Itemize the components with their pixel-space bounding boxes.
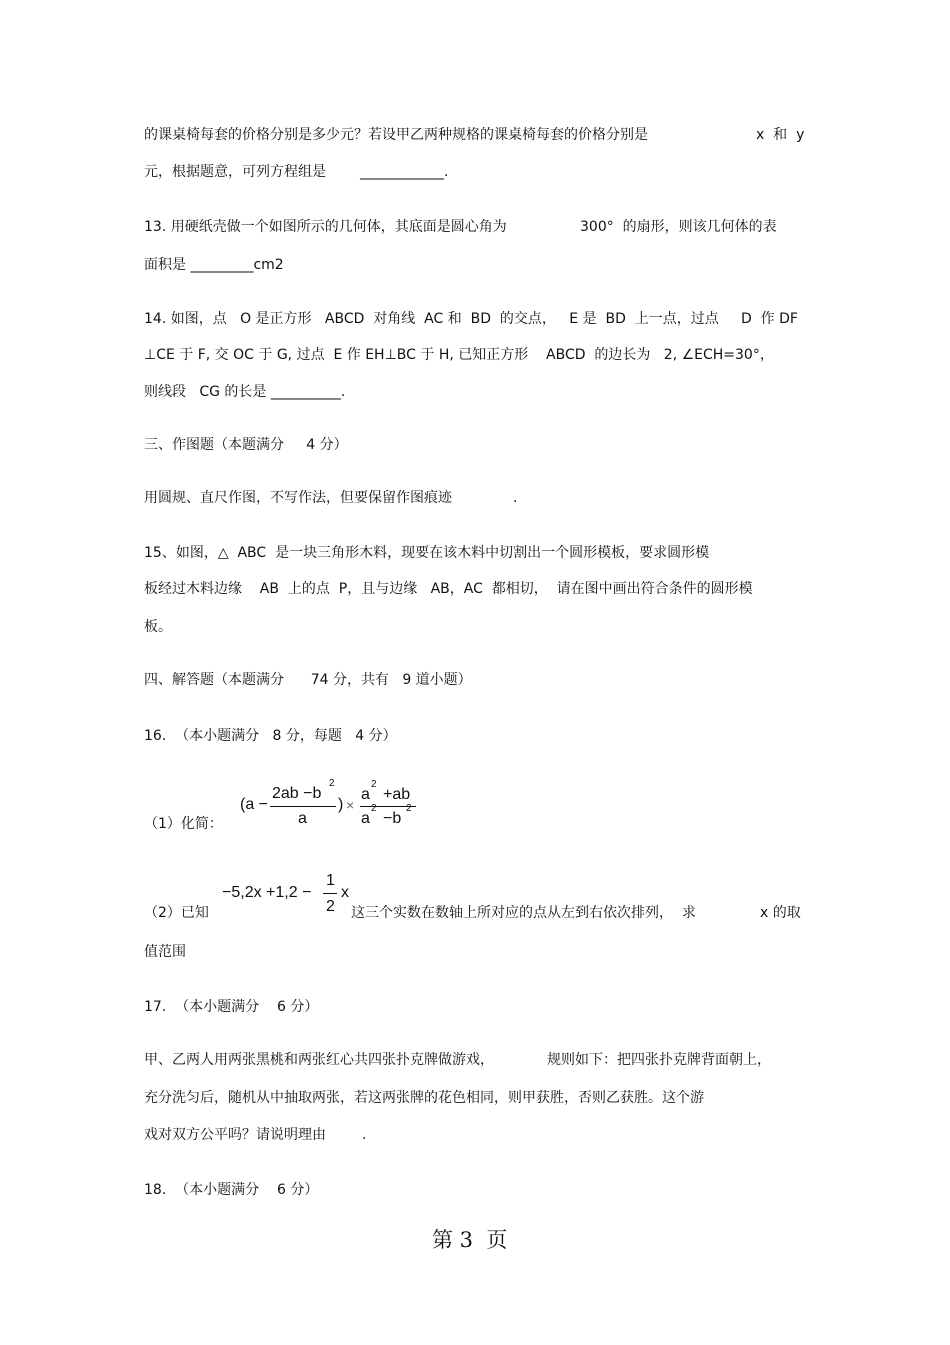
times-symbol: × xyxy=(346,797,355,813)
text-line: 用圆规、直尺作图，不写作法，但要保留作图痕迹 xyxy=(144,490,452,506)
fraction-bar xyxy=(270,806,336,807)
formula-numerator: +ab xyxy=(383,786,411,803)
formula-denominator: −b xyxy=(383,810,402,827)
question-18: 18. （本小题满分 6 分） xyxy=(144,1182,319,1198)
text-line: ____________. xyxy=(360,164,449,180)
text-line: 板经过木料边缘 AB 上的点 P，且与边缘 AB，AC 都相切， 请在图中画出符合条件的圆形模 xyxy=(144,581,753,597)
text-line: 的课桌椅每套的价格分别是多少元？若设甲乙两种规格的课桌椅每套的价格分别是 xyxy=(144,127,648,143)
text-line: 甲、乙两人用两张黑桃和两张红心共四张扑克牌做游戏， xyxy=(144,1052,494,1068)
question-16: 16. （本小题满分 8 分，每题 4 分） xyxy=(144,728,397,744)
question-17: 17. （本小题满分 6 分） xyxy=(144,999,319,1015)
text-line: 值范围 xyxy=(144,944,186,960)
formula-numerator: 2ab −b xyxy=(272,785,322,802)
question-15: 15、如图，△ ABC 是一块三角形木料，现要在该木料中切割出一个圆形模板，要求圆形模 xyxy=(144,545,710,561)
formula-superscript: 2 xyxy=(406,803,412,814)
formula-superscript: 2 xyxy=(329,778,335,789)
text-line: 则线段 CG 的长是 __________. xyxy=(144,384,346,400)
text-line: x 和 y xyxy=(756,127,805,143)
formula-denominator: a xyxy=(298,810,307,827)
text-line: （1）化简： xyxy=(144,816,223,832)
formula-denominator: a xyxy=(361,810,370,827)
text-line: 戏对双方公平吗？请说明理由 xyxy=(144,1127,326,1143)
formula-numerator: 1 xyxy=(326,872,335,889)
section-heading: 四、解答题（本题满分 74 分，共有 9 道小题） xyxy=(144,672,472,688)
text-line: 元，根据题意，可列方程组是 xyxy=(144,164,326,180)
formula-expression: −5,2x +1,2 − xyxy=(222,884,312,901)
formula-numerator: a xyxy=(361,786,370,803)
text-line: 300° 的扇形，则该几何体的表 xyxy=(580,219,777,235)
text-line: 面积是 _________cm2 xyxy=(144,257,284,273)
text-line: ⊥CE 于 F, 交 OC 于 G, 过点 E 作 EH⊥BC 于 H, 已知正方形 ABCD 的边长为 2, ∠ECH=30°， xyxy=(144,347,774,363)
formula-close: ) xyxy=(338,796,344,813)
question-14: 14. 如图，点 O 是正方形 ABCD 对角线 AC 和 BD 的交点， E 是 BD 上一点，过点 D 作 DF xyxy=(144,311,798,327)
question-13: 13. 用硬纸壳做一个如图所示的几何体，其底面是圆心角为 xyxy=(144,219,507,235)
text-line: . xyxy=(513,490,518,506)
formula-denominator: 2 xyxy=(326,898,335,915)
formula-superscript: 2 xyxy=(371,779,377,790)
page-number: 第 3 页 xyxy=(432,1228,508,1252)
text-line: 这三个实数在数轴上所对应的点从左到右依次排列， 求 xyxy=(351,905,696,921)
text-line: 充分洗匀后，随机从中抽取两张，若这两张牌的花色相同，则甲获胜，否则乙获胜。这个游 xyxy=(144,1090,704,1106)
fraction-bar xyxy=(323,893,337,894)
formula-variable: x xyxy=(341,884,349,901)
text-line: x 的取 xyxy=(760,905,801,921)
text-line: （2）已知 xyxy=(144,905,209,921)
formula-open: (a − xyxy=(240,796,269,813)
formula-superscript: 2 xyxy=(371,803,377,814)
text-line: . xyxy=(362,1127,367,1143)
section-heading: 三、作图题（本题满分 4 分） xyxy=(144,437,348,453)
text-line: 规则如下：把四张扑克牌背面朝上， xyxy=(547,1052,771,1068)
text-line: 板。 xyxy=(144,619,172,635)
